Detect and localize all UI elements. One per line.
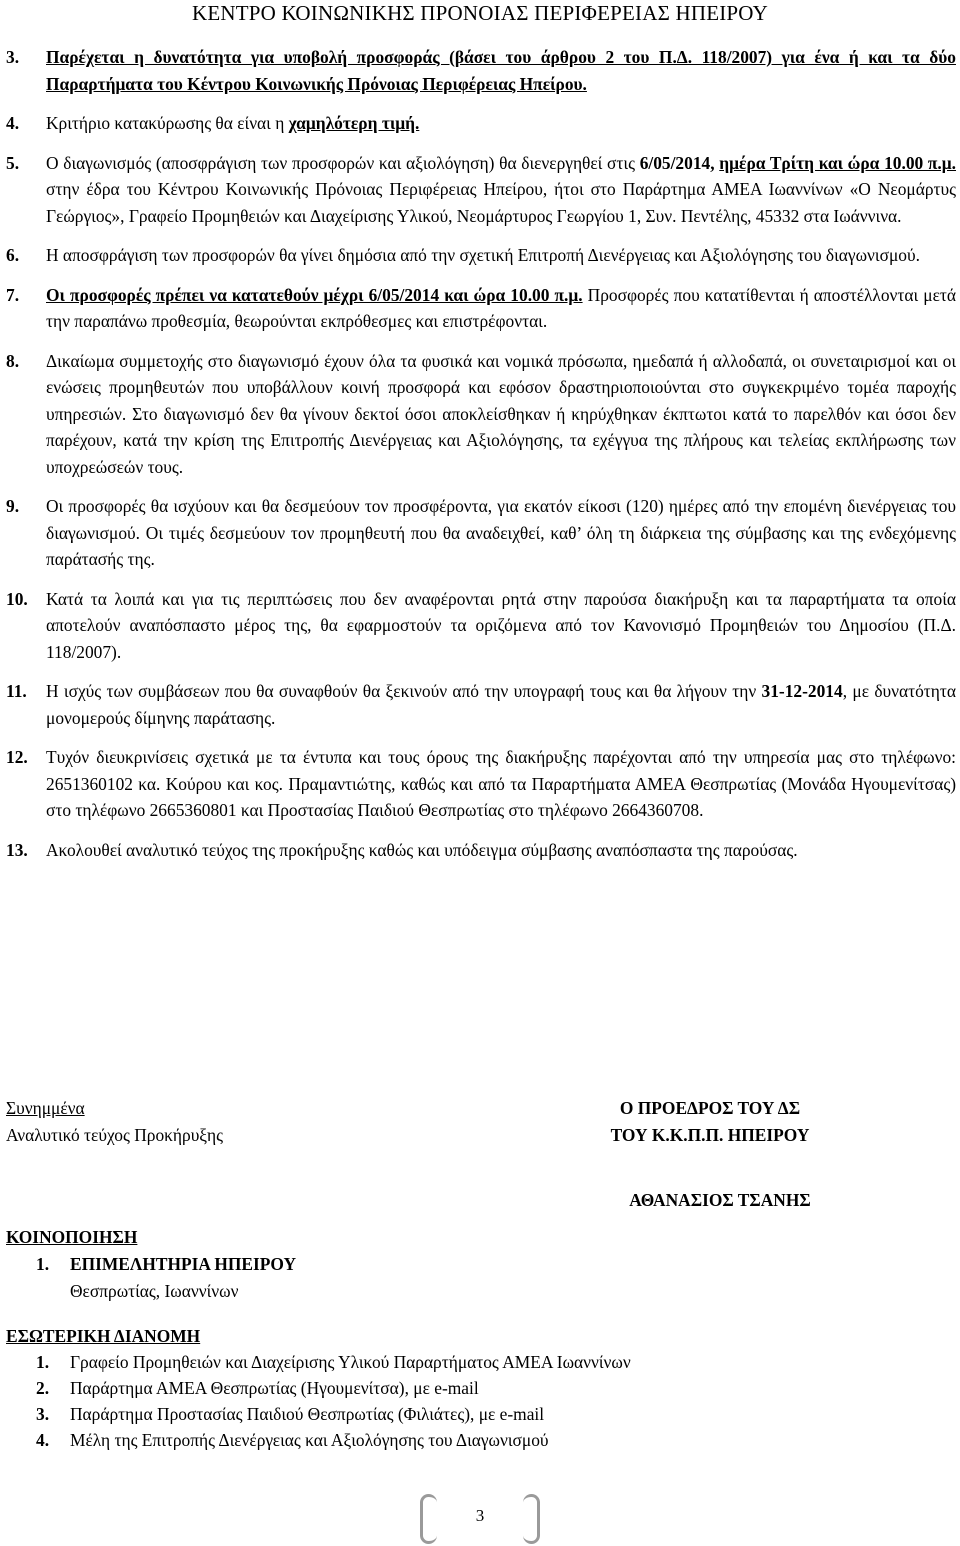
item-text: Μέλη της Επιτροπής Διενέργειας και Αξιολόγησης του Διαγωνισμού: [70, 1430, 549, 1450]
attachments-label: Συνημμένα: [6, 1098, 85, 1118]
notification-block: [6, 1224, 296, 1305]
list-item: [6, 1375, 631, 1401]
item-text: Παράρτημα Προστασίας Παιδιού Θεσπρωτίας (Φιλιάτες), με e-mail: [70, 1404, 545, 1424]
signature-title: [560, 1095, 860, 1149]
item-text-emphasis: Οι προσφορές πρέπει να κατατεθούν μέχρι 6/05/2014 και ώρα 10.00 π.μ.: [46, 284, 583, 305]
item-text-pre: Η ισχύς των συμβάσεων που θα συναφθούν θα ξεκινούν από την υπογραφή τους και θα λήγουν την: [46, 681, 762, 701]
item-text-pre: Κριτήριο κατακύρωσης θα είναι η: [46, 113, 289, 133]
signer-name: ΑΘΑΝΑΣΙΟΣ ΤΣΑΝΗΣ: [629, 1190, 811, 1210]
item-text-date: 6/05/2014,: [639, 152, 715, 173]
item-subtext: Θεσπρωτίας, Ιωαννίνων: [70, 1281, 239, 1301]
item-number: 7.: [6, 284, 20, 305]
list-item: [6, 678, 956, 731]
item-text-date: 31-12-2014: [761, 681, 843, 701]
signature-line1: Ο ΠΡΟΕΔΡΟΣ ΤΟΥ ΔΣ: [619, 1098, 801, 1118]
item-text: [46, 110, 956, 137]
item-text-emphasis: ημέρα Τρίτη και ώρα 10.00 π.μ.: [719, 152, 956, 173]
list-item: [6, 493, 956, 573]
item-number: 9.: [6, 496, 20, 516]
item-text-post: Προσφορές που κατατίθενται ή αποστέλλονται μετά την παραπάνω προθεσμία, θεωρούνται εκπρόθεσμες και επιστρέφονται.: [46, 284, 956, 331]
item-number: 13.: [6, 839, 28, 860]
list-item: [6, 586, 956, 666]
list-item: [6, 1349, 631, 1375]
item-text-emphasis: χαμηλότερη τιμή.: [288, 113, 420, 133]
item-number: 4.: [6, 113, 20, 133]
list-item: [6, 44, 956, 97]
item-number: 3.: [36, 1404, 50, 1424]
item-text: Κατά τα λοιπά και για τις περιπτώσεις που δεν αναφέρονται ρητά στην παρούσα διακήρυξη και τα παραρτήματα τα οποία αποτελούν αναπόσπαστο μέρος της, θα εφαρμοστούν τα οριζόμενα από τον Κανονισμό Προμηθειών του Δημοσίου (Π.Δ. 118/2007).: [46, 588, 956, 662]
item-number: 8.: [6, 350, 20, 371]
right-brace-icon: [523, 1494, 540, 1544]
attachments-value: Αναλυτικό τεύχος Προκήρυξης: [6, 1125, 224, 1145]
page-header-title: ΚΕΝΤΡΟ ΚΟΙΝΩΝΙΚΗΣ ΠΡΟΝΟΙΑΣ ΠΕΡΙΦΕΡΕΙΑΣ ΗΠΕΙΡΟΥ: [192, 1, 768, 25]
list-item: [6, 242, 956, 269]
item-text: Παρέχεται η δυνατότητα για υποβολή προσφοράς (βάσει του άρθρου 2 του Π.Δ. 118/2007) για ένα ή και τα δύο Παραρτήματα του Κέντρου Κοινωνικής Πρόνοιας Περιφέρειας Ηπείρου.: [46, 47, 956, 94]
item-number: 5.: [6, 152, 20, 173]
item-text: Παράρτημα ΑΜΕΑ Θεσπρωτίας (Ηγουμενίτσα), με e-mail: [70, 1378, 479, 1398]
item-number: 1.: [36, 1352, 50, 1372]
terms-list: [6, 44, 956, 876]
list-item: [6, 282, 956, 335]
list-item: [6, 837, 956, 864]
item-number: 11.: [6, 681, 27, 701]
notification-label: ΚΟΙΝΟΠΟΙΗΣΗ: [6, 1227, 138, 1247]
signature-line2: ΤΟΥ Κ.Κ.Π.Π. ΗΠΕΙΡΟΥ: [610, 1125, 810, 1145]
list-item: [6, 110, 956, 137]
list-item: [6, 744, 956, 824]
item-number: 6.: [6, 245, 20, 265]
item-number: 4.: [36, 1430, 50, 1450]
item-number: 10.: [6, 588, 28, 609]
item-number: 1.: [36, 1254, 50, 1274]
item-number: 2.: [36, 1378, 50, 1398]
item-text: Δικαίωμα συμμετοχής στο διαγωνισμό έχουν όλα τα φυσικά και νομικά πρόσωπα, ημεδαπά ή αλλοδαπά, οι συνεταιρισμοί και οι ενώσεις προμηθευτών που υποβάλλουν κοινή προσφορά και εφόσον δραστηριοποιούνται στο συγκεκριμένο τομέα παροχής υπηρεσιών. Στο διαγωνισμό δεν θα γίνουν δεκτοί όσοι αποκλείσθηκαν ή κηρύχθηκαν έκπτωτοι κατά το παρελθόν και όσοι δεν παρέχουν, κατά την κρίση της Επιτροπής Διενέργειας και Αξιολόγησης, τα εχέγγυα της πλήρους και τελείας εκπλήρωσης των υποχρεώσεών τους.: [46, 350, 956, 477]
list-item: [6, 1251, 296, 1278]
list-item: [6, 150, 956, 230]
item-text: [46, 282, 956, 335]
item-number: 12.: [6, 747, 28, 767]
page-number: 3: [475, 1506, 485, 1525]
list-item: [6, 1401, 631, 1427]
item-text: Ακολουθεί αναλυτικό τεύχος της προκήρυξης καθώς και υπόδειγμα σύμβασης αναπόσπαστα της παρούσας.: [46, 839, 798, 860]
item-text: [46, 150, 956, 230]
item-text: [46, 678, 956, 731]
item-number: 3.: [6, 47, 20, 67]
attachments-block: [6, 1095, 223, 1149]
item-text-post: , με δυνατότητα μονομερούς δίμηνης παράτασης.: [46, 681, 956, 728]
item-text-pre: Ο διαγωνισμός (αποσφράγιση των προσφορών και αξιολόγηση) θα διενεργηθεί στις: [46, 152, 640, 173]
item-text: Τυχόν διευκρινίσεις σχετικά με τα έντυπα και τους όρους της διακήρυξης παρέχονται από την υπηρεσία μας στο τηλέφωνο: 2651360102 κα. Κούρου και κος. Πραμαντιώτης, καθώς και από τα Παραρτήματα ΑΜΕΑ Θεσπρωτίας (Μονάδα Ηγουμενίτσας) στο τηλέφωνο 2665360801 και Προστασίας Παιδιού Θεσπρωτίας στο τηλέφωνο 2664360708.: [46, 747, 956, 820]
item-text-post: στην έδρα του Κέντρου Κοινωνικής Πρόνοιας Περιφέρειας Ηπείρου, ήτοι στο Παράρτημα ΑΜΕΑ Ιωαννίνων «Ο Νεομάρτυς Γεώργιος», Γραφείο Προμηθειών και Διαχείρισης Υλικού, Νεομάρτυρος Γεωργίου 1, Συν. Πεντέλης, 45332 στα Ιωάννινα.: [46, 179, 956, 226]
internal-distribution-label: ΕΣΩΤΕΡΙΚΗ ΔΙΑΝΟΜΗ: [6, 1326, 201, 1346]
item-text: Οι προσφορές θα ισχύουν και θα δεσμεύουν τον προσφέροντα, για εκατόν είκοσι (120) ημέρες από την επομένη διενέργειας του διαγωνισμού. Οι τιμές δεσμεύουν τον προμηθευτή που θα αναδειχθεί, καθ’ όλη τη διάρκεια της σύμβασης και της ενδεχόμενης παράτασής της.: [46, 496, 956, 569]
page-footer: [420, 1494, 540, 1538]
list-item: [6, 1427, 631, 1453]
list-item: [6, 348, 956, 481]
item-text: ΕΠΙΜΕΛΗΤΗΡΙΑ ΗΠΕΙΡΟΥ: [70, 1254, 297, 1274]
item-text: Η αποσφράγιση των προσφορών θα γίνει δημόσια από την σχετική Επιτροπή Διενέργειας και Αξιολόγησης του διαγωνισμού.: [46, 245, 920, 265]
internal-distribution-block: [6, 1323, 631, 1453]
item-text: Γραφείο Προμηθειών και Διαχείρισης Υλικού Παραρτήματος ΑΜΕΑ Ιωαννίνων: [70, 1352, 631, 1372]
